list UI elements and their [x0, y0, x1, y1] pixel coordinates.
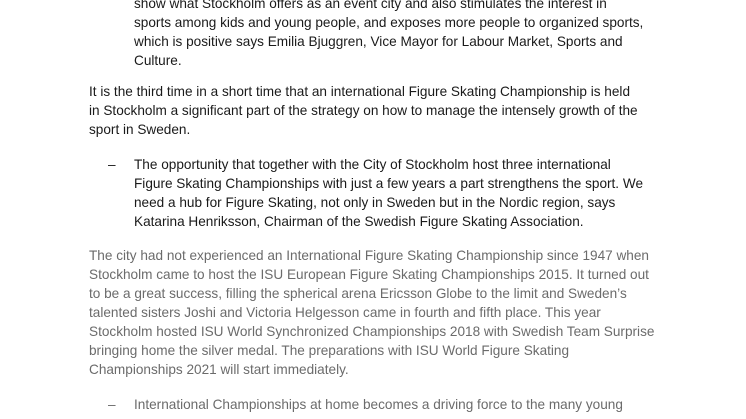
quote-line: show what Stockholm offers as an event city and also stimulates the interest in [134, 0, 607, 11]
paragraph-line: sport in Sweden. [89, 122, 191, 137]
quote-emilia-bjuggren [134, 0, 643, 70]
paragraph-line: The city had not experienced an International Figure Skating Championship since 1947 when [89, 248, 649, 263]
quote-international-championships [108, 395, 708, 415]
paragraph-city-history [89, 246, 654, 379]
quote-line: which is positive says Emilia Bjuggren, Vice Mayor for Labour Market, Sports and [134, 34, 623, 49]
paragraph-line: It is the third time in a short time that an international Figure Skating Championship is held [89, 84, 631, 99]
paragraph-line: Stockholm hosted ISU World Synchronized Championships 2018 with Swedish Team Surprise [89, 324, 655, 339]
quote-line: sports among kids and young people, and exposes more people to organized sports, [134, 15, 644, 30]
paragraph-line: Stockholm came to host the ISU European Figure Skating Championships 2015. It turned out [89, 267, 649, 282]
quote-line: Culture. [134, 53, 182, 68]
quote-line: International Championships at home becomes a driving force to the many young [134, 397, 623, 412]
quote-katarina-henriksson [108, 155, 708, 231]
paragraph-line: to be a great success, filling the spherical arena Ericsson Globe to the limit and Sweden’s [89, 286, 627, 301]
paragraph-line: in Stockholm a significant part of the strategy on how to manage the intensely growth of the [89, 103, 638, 118]
paragraph-line: bringing home the silver medal. The preparations with ISU World Figure Skating [89, 343, 570, 358]
quote-line: need a hub for Figure Skating, not only in Sweden but in the Nordic region, says [134, 195, 616, 210]
paragraph-line: Championships 2021 will start immediately. [89, 362, 349, 377]
dash-bullet: – [108, 397, 116, 412]
quote-line: Katarina Henriksson, Chairman of the Swedish Figure Skating Association. [134, 214, 584, 229]
quote-line: Figure Skating Championships with just a few years a part strengthens the sport. We [134, 176, 644, 191]
paragraph-third-time [89, 82, 638, 139]
dash-bullet: – [108, 157, 116, 172]
quote-line: The opportunity that together with the City of Stockholm host three international [134, 157, 611, 172]
paragraph-line: talented sisters Joshi and Victoria Helgesson came in fourth and fifth place. This year [89, 305, 601, 320]
